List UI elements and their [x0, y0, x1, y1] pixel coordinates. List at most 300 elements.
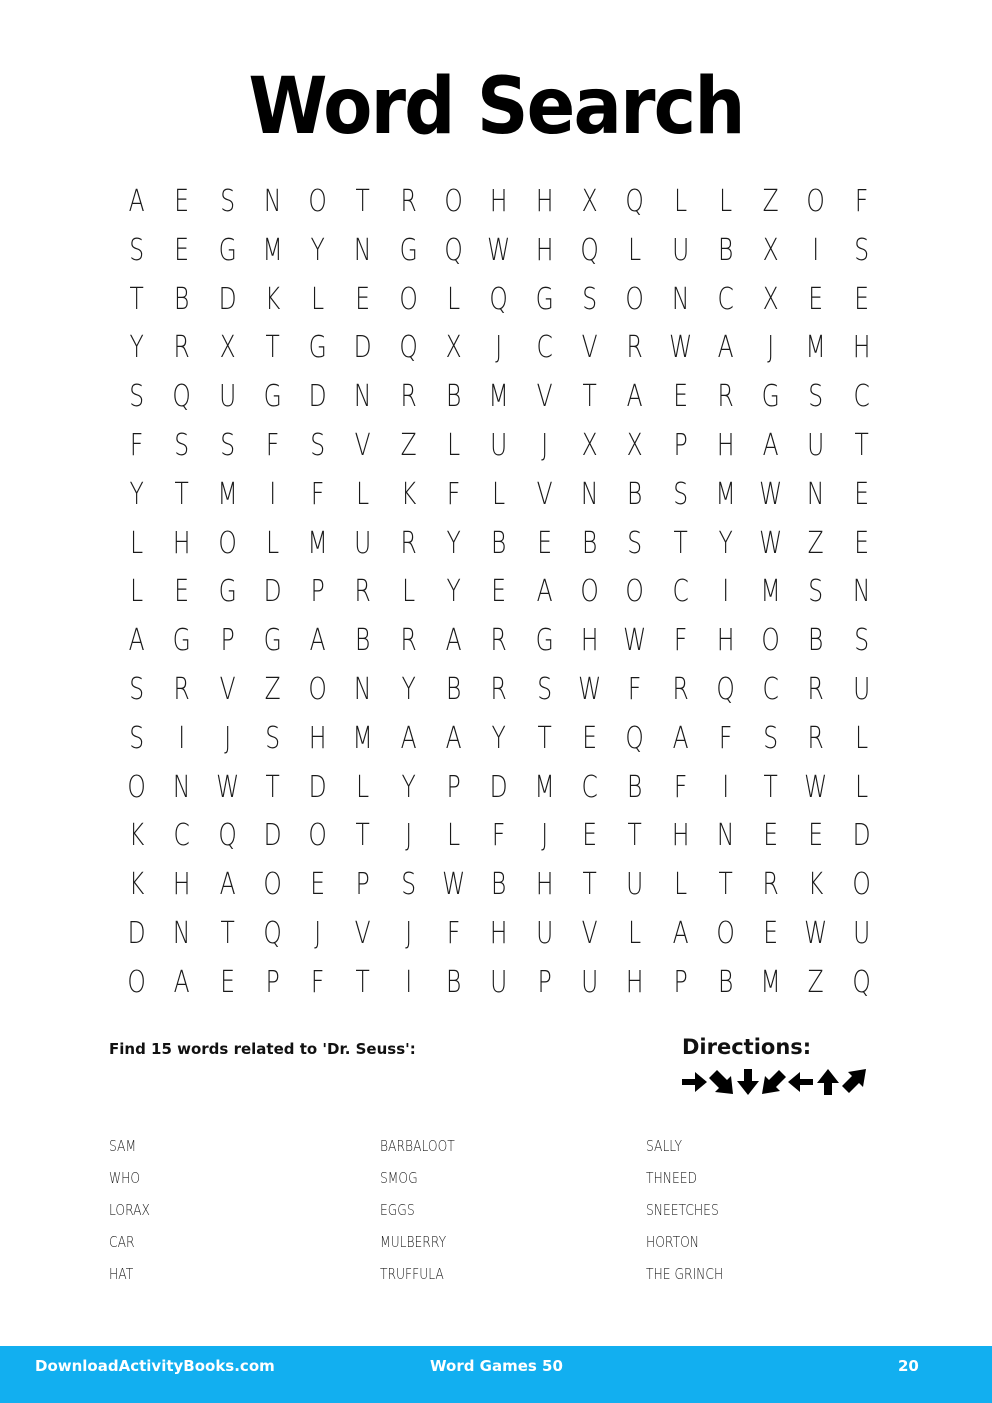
grid-cell: L — [628, 915, 642, 951]
grid-cell: H — [671, 818, 690, 854]
grid-cell: O — [625, 574, 645, 610]
grid-cell: J — [540, 427, 548, 463]
grid-cell: K — [264, 281, 281, 317]
grid-cell: Q — [625, 720, 645, 756]
grid-cell: V — [355, 915, 372, 951]
directions-arrows — [681, 1068, 871, 1096]
word-item: HORTON — [646, 1233, 699, 1251]
grid-cell: C — [717, 281, 734, 317]
grid-cell: G — [218, 232, 237, 268]
grid-cell: O — [127, 964, 146, 1000]
grid-cell: T — [537, 720, 552, 756]
grid-cell: B — [717, 964, 734, 1000]
grid-cell: A — [445, 623, 462, 659]
grid-cell: O — [308, 184, 328, 219]
grid-cell: H — [490, 915, 508, 951]
arrow-up-icon — [817, 1069, 839, 1095]
grid-cell: E — [853, 281, 869, 317]
grid-cell: G — [535, 623, 554, 659]
grid-cell: R — [354, 574, 372, 610]
grid-cell: C — [853, 379, 870, 415]
grid-cell: H — [535, 232, 554, 268]
grid-cell: T — [627, 818, 643, 854]
word-item: HAT — [109, 1265, 134, 1283]
grid-cell: R — [400, 184, 417, 219]
grid-cell: X — [581, 184, 598, 219]
grid-cell: N — [263, 184, 282, 219]
word-column-1 — [109, 1130, 349, 1290]
grid-cell: M — [806, 330, 827, 366]
grid-cell: S — [219, 184, 235, 219]
grid-cell: E — [853, 525, 869, 561]
grid-cell: E — [174, 184, 190, 219]
grid-cell: M — [534, 769, 555, 805]
grid-cell: B — [491, 867, 507, 903]
grid-cell: P — [356, 867, 371, 903]
grid-cell: Z — [762, 184, 779, 219]
grid-cell: R — [626, 330, 644, 366]
grid-cell: U — [671, 232, 689, 268]
word-item: WHO — [109, 1169, 141, 1187]
grid-cell: L — [447, 281, 461, 317]
grid-cell: Y — [446, 525, 461, 561]
directions-label: Directions: — [682, 1035, 812, 1059]
word-item: BARBALOOT — [380, 1137, 455, 1155]
grid-cell: Q — [399, 330, 418, 366]
grid-cell: I — [812, 232, 820, 268]
grid-cell: S — [536, 671, 552, 707]
grid-cell: Q — [263, 915, 282, 951]
grid-cell: D — [354, 330, 373, 366]
word-item: SMOG — [380, 1169, 418, 1187]
grid-cell: A — [626, 379, 643, 415]
grid-cell: E — [853, 476, 869, 512]
grid-cell: I — [722, 769, 729, 805]
grid-cell: L — [854, 720, 868, 756]
grid-cell: S — [129, 720, 145, 756]
grid-cell: E — [536, 525, 552, 561]
grid-cell: H — [535, 867, 554, 903]
grid-cell: M — [217, 476, 238, 512]
grid-cell: P — [673, 964, 688, 1000]
grid-cell: N — [852, 574, 871, 610]
grid-cell: W — [623, 623, 647, 659]
grid-cell: V — [219, 671, 236, 707]
word-column-3 — [646, 1130, 886, 1290]
grid-cell: O — [399, 281, 418, 317]
grid-cell: F — [673, 769, 687, 805]
grid-cell: D — [852, 818, 871, 854]
grid-cell: P — [446, 769, 461, 805]
grid-cell: A — [717, 330, 734, 366]
grid-cell: D — [263, 818, 282, 854]
grid-cell: C — [173, 818, 191, 854]
grid-cell: A — [445, 720, 462, 756]
grid-cell: R — [400, 379, 417, 415]
grid-cell: B — [174, 281, 190, 317]
grid-cell: X — [626, 427, 643, 463]
grid-cell: E — [672, 379, 688, 415]
grid-cell: J — [314, 915, 322, 951]
grid-cell: E — [491, 574, 507, 610]
grid-cell: O — [580, 574, 599, 610]
grid-cell: N — [716, 818, 735, 854]
word-item: LORAX — [109, 1201, 150, 1219]
grid-cell: T — [355, 964, 371, 1000]
grid-cell: N — [671, 281, 689, 317]
grid-cell: E — [219, 964, 235, 1000]
grid-cell: K — [128, 867, 145, 903]
grid-cell: L — [854, 769, 868, 805]
grid-cell: X — [219, 330, 236, 366]
grid-cell: E — [582, 818, 598, 854]
grid-cell: W — [804, 915, 828, 951]
grid-cell: A — [762, 427, 779, 463]
grid-cell: M — [488, 379, 510, 415]
grid-cell: H — [716, 623, 735, 659]
grid-cell: F — [446, 476, 461, 512]
grid-cell: E — [310, 867, 326, 903]
footer-bar — [0, 1346, 992, 1403]
grid-cell: V — [536, 476, 553, 512]
grid-cell: S — [853, 232, 869, 268]
grid-cell: R — [807, 720, 825, 756]
grid-cell: R — [490, 623, 508, 659]
grid-cell: T — [718, 867, 733, 903]
grid-cell: I — [404, 964, 412, 1000]
grid-cell: S — [129, 379, 145, 415]
grid-cell: S — [310, 427, 326, 463]
grid-cell: O — [444, 184, 463, 219]
grid-cell: S — [853, 623, 869, 659]
grid-cell: W — [578, 671, 602, 707]
grid-cell: N — [173, 915, 191, 951]
grid-cell: Y — [129, 476, 144, 512]
grid-cell: S — [808, 574, 824, 610]
grid-cell: A — [672, 720, 689, 756]
grid-cell: P — [537, 964, 552, 1000]
grid-cell: J — [540, 818, 548, 854]
grid-cell: N — [354, 671, 372, 707]
word-item: SALLY — [646, 1137, 683, 1155]
grid-cell: M — [715, 476, 736, 512]
grid-cell: H — [535, 184, 554, 219]
grid-cell: E — [808, 818, 824, 854]
grid-cell: M — [353, 720, 374, 756]
grid-cell: H — [173, 867, 191, 903]
grid-cell: L — [130, 574, 144, 610]
grid-cell: B — [717, 232, 734, 268]
grid-cell: A — [672, 915, 689, 951]
grid-cell: E — [582, 720, 598, 756]
grid-cell: S — [401, 867, 416, 903]
grid-cell: T — [582, 379, 597, 415]
grid-cell: I — [269, 476, 276, 512]
grid-cell: N — [807, 476, 825, 512]
grid-cell: B — [627, 476, 643, 512]
grid-cell: C — [762, 671, 779, 707]
grid-cell: B — [627, 769, 643, 805]
grid-cell: D — [263, 574, 282, 610]
grid-cell: B — [446, 671, 462, 707]
arrow-down-icon — [737, 1069, 759, 1095]
grid-cell: A — [128, 184, 145, 219]
word-item: THE GRINCH — [646, 1265, 724, 1283]
grid-cell: Q — [625, 184, 645, 219]
grid-cell: O — [127, 769, 146, 805]
grid-cell: G — [263, 379, 282, 415]
grid-cell: R — [807, 671, 825, 707]
word-item: CAR — [109, 1233, 135, 1251]
grid-cell: W — [759, 525, 783, 561]
grid-cell: L — [492, 476, 506, 512]
letter-grid — [114, 178, 882, 1008]
grid-cell: K — [128, 818, 145, 854]
grid-cell: Q — [489, 281, 509, 317]
grid-cell: F — [628, 671, 642, 707]
grid-cell: U — [535, 915, 553, 951]
grid-cell: G — [535, 281, 554, 317]
grid-cell: L — [628, 232, 642, 268]
grid-cell: U — [490, 427, 508, 463]
grid-cell: H — [580, 623, 599, 659]
grid-cell: F — [446, 915, 461, 951]
word-item: EGGS — [380, 1201, 415, 1219]
grid-cell: B — [581, 525, 598, 561]
grid-cell: Q — [218, 818, 237, 854]
grid-cell: D — [218, 281, 237, 317]
grid-cell: S — [219, 427, 235, 463]
grid-cell: T — [265, 769, 280, 805]
grid-cell: Y — [129, 330, 144, 366]
grid-cell: W — [759, 476, 783, 512]
grid-cell: G — [308, 330, 327, 366]
grid-cell: H — [626, 964, 644, 1000]
grid-cell: H — [490, 184, 508, 219]
grid-cell: U — [626, 867, 644, 903]
grid-cell: E — [355, 281, 371, 317]
grid-cell: F — [718, 720, 733, 756]
grid-cell: X — [762, 281, 779, 317]
grid-cell: G — [218, 574, 237, 610]
grid-cell: O — [806, 184, 826, 219]
grid-cell: L — [356, 476, 370, 512]
grid-cell: U — [852, 915, 870, 951]
grid-cell: F — [673, 623, 687, 659]
grid-cell: O — [308, 671, 328, 707]
grid-cell: F — [265, 427, 280, 463]
grid-cell: S — [627, 525, 643, 561]
grid-cell: B — [446, 379, 462, 415]
grid-cell: S — [672, 476, 688, 512]
grid-cell: L — [447, 427, 461, 463]
grid-cell: L — [266, 525, 280, 561]
grid-cell: W — [215, 769, 239, 805]
grid-cell: K — [808, 867, 824, 903]
grid-cell: Y — [401, 769, 416, 805]
grid-cell: F — [854, 184, 869, 219]
instruction-text: Find 15 words related to 'Dr. Seuss': — [109, 1040, 416, 1058]
grid-cell: U — [807, 427, 825, 463]
grid-cell: U — [354, 525, 372, 561]
grid-cell: W — [442, 867, 466, 903]
word-item: TRUFFULA — [380, 1265, 444, 1283]
grid-cell: T — [265, 330, 280, 366]
grid-cell: N — [354, 232, 372, 268]
grid-cell: R — [173, 330, 191, 366]
arrow-right-icon — [682, 1072, 707, 1092]
word-column-2 — [380, 1130, 620, 1290]
grid-cell: S — [808, 379, 824, 415]
grid-cell: Z — [808, 525, 825, 561]
grid-cell: F — [492, 818, 506, 854]
grid-cell: E — [174, 574, 190, 610]
grid-cell: M — [262, 232, 283, 268]
grid-cell: B — [446, 964, 462, 1000]
grid-cell: C — [581, 769, 598, 805]
grid-cell: R — [717, 379, 734, 415]
grid-cell: J — [404, 915, 412, 951]
grid-cell: Y — [401, 671, 416, 707]
grid-cell: P — [673, 427, 688, 463]
grid-cell: L — [718, 184, 733, 219]
grid-cell: H — [852, 330, 871, 366]
grid-cell: Q — [172, 379, 192, 415]
grid-cell: S — [265, 720, 280, 756]
grid-cell: E — [763, 818, 779, 854]
grid-cell: R — [173, 671, 191, 707]
word-item: THNEED — [646, 1169, 697, 1187]
footer-book-title: Word Games 50 — [430, 1357, 563, 1375]
grid-cell: L — [673, 867, 687, 903]
grid-cell: M — [760, 964, 781, 1000]
grid-cell: J — [495, 330, 503, 366]
grid-cell: O — [852, 867, 871, 903]
grid-cell: M — [760, 574, 781, 610]
grid-cell: V — [581, 915, 598, 951]
grid-cell: A — [173, 964, 190, 1000]
grid-cell: O — [263, 867, 282, 903]
grid-cell: S — [174, 427, 190, 463]
grid-cell: H — [716, 427, 735, 463]
grid-cell: E — [763, 915, 779, 951]
grid-cell: L — [311, 281, 325, 317]
grid-cell: Q — [580, 232, 599, 268]
grid-cell: B — [491, 525, 507, 561]
arrow-down-left-icon — [762, 1070, 786, 1094]
grid-cell: S — [582, 281, 598, 317]
grid-cell: U — [581, 964, 599, 1000]
grid-cell: T — [582, 867, 597, 903]
grid-cell: G — [761, 379, 780, 415]
grid-cell: J — [404, 818, 412, 854]
grid-cell: N — [173, 769, 191, 805]
grid-cell: O — [218, 525, 237, 561]
grid-cell: N — [580, 476, 599, 512]
grid-cell: H — [309, 720, 327, 756]
grid-cell: S — [763, 720, 779, 756]
grid-cell: D — [308, 379, 327, 415]
grid-cell: I — [722, 574, 729, 610]
grid-cell: A — [128, 623, 145, 659]
word-item: MULBERRY — [380, 1233, 447, 1251]
grid-cell: R — [400, 525, 417, 561]
word-item: SAM — [109, 1137, 137, 1155]
grid-cell: T — [355, 818, 371, 854]
grid-cell: W — [804, 769, 828, 805]
grid-cell: C — [536, 330, 553, 366]
grid-cell: T — [355, 184, 371, 219]
grid-cell: U — [218, 379, 236, 415]
grid-cell: X — [581, 427, 598, 463]
grid-cell: P — [310, 574, 325, 610]
grid-cell: W — [487, 232, 511, 268]
grid-cell: Y — [718, 525, 733, 561]
grid-cell: T — [220, 915, 235, 951]
grid-cell: V — [536, 379, 553, 415]
grid-cell: H — [173, 525, 191, 561]
arrow-left-icon — [788, 1072, 813, 1092]
grid-cell: X — [762, 232, 779, 268]
grid-cell: O — [308, 818, 328, 854]
grid-cell: X — [445, 330, 462, 366]
grid-cell: C — [672, 574, 689, 610]
grid-cell: G — [172, 623, 192, 659]
grid-cell: O — [625, 281, 645, 317]
grid-cell: D — [490, 769, 509, 805]
grid-cell: J — [767, 330, 775, 366]
grid-cell: L — [673, 184, 687, 219]
grid-cell: G — [399, 232, 418, 268]
grid-cell: Z — [264, 671, 281, 707]
grid-cell: R — [400, 623, 417, 659]
grid-cell: Z — [400, 427, 417, 463]
grid-cell: L — [130, 525, 144, 561]
grid-cell: Q — [444, 232, 463, 268]
grid-cell: A — [400, 720, 417, 756]
grid-cell: F — [311, 476, 325, 512]
grid-cell: L — [356, 769, 370, 805]
grid-cell: S — [129, 671, 145, 707]
grid-cell: P — [220, 623, 235, 659]
grid-cell: E — [174, 232, 190, 268]
grid-cell: T — [854, 427, 869, 463]
grid-cell: F — [311, 964, 325, 1000]
grid-cell: A — [309, 623, 326, 659]
grid-cell: S — [129, 232, 145, 268]
grid-cell: R — [762, 867, 779, 903]
grid-cell: A — [536, 574, 553, 610]
arrow-down-right-icon — [709, 1070, 733, 1094]
grid-cell: N — [354, 379, 372, 415]
grid-cell: O — [716, 915, 735, 951]
grid-cell: T — [174, 476, 190, 512]
grid-cell: Y — [310, 232, 325, 268]
footer-site-link[interactable]: DownloadActivityBooks.com — [35, 1357, 275, 1375]
grid-cell: Q — [852, 964, 871, 1000]
grid-cell: T — [129, 281, 144, 317]
grid-cell: T — [673, 525, 688, 561]
grid-cell: Z — [808, 964, 825, 1000]
grid-cell: B — [355, 623, 371, 659]
grid-cell: Y — [491, 720, 507, 756]
grid-cell: T — [763, 769, 778, 805]
grid-cell: O — [761, 623, 781, 659]
grid-cell: Q — [716, 671, 735, 707]
grid-cell: M — [307, 525, 328, 561]
grid-cell: P — [265, 964, 280, 1000]
grid-cell: R — [672, 671, 689, 707]
